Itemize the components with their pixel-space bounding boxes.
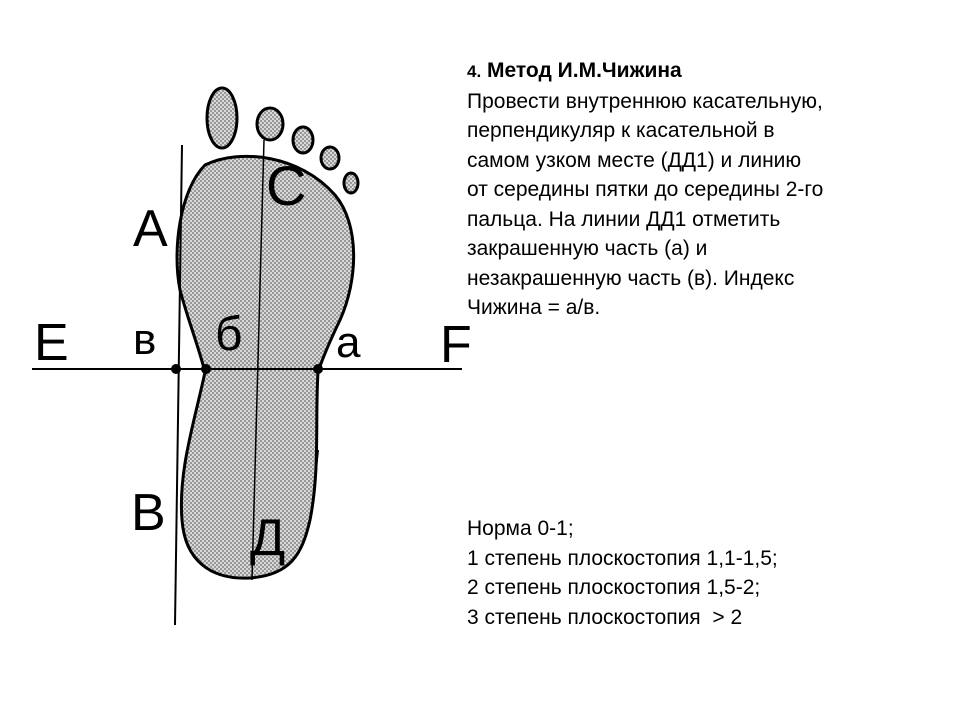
method-heading: [467, 56, 947, 87]
label-A: А: [133, 200, 168, 258]
label-F: F: [440, 316, 472, 374]
norm-line: 3 степень плоскостопия > 2: [467, 605, 743, 629]
norm-line: Норма 0-1;: [467, 517, 574, 540]
description-line: закрашенную часть (а) и: [467, 237, 708, 260]
method-description: [467, 56, 947, 323]
foot-diagram: [0, 0, 480, 720]
description-line: от середины пятки до середины 2-го: [467, 178, 824, 201]
point-edge: [201, 364, 211, 374]
heading-title: Метод И.М.Чижина: [487, 59, 682, 82]
norms-list: [467, 514, 947, 632]
label-C: С: [266, 154, 307, 217]
toe-2: [257, 108, 283, 140]
description-line: Провести внутреннюю касательную,: [467, 89, 823, 113]
description-line: самом узком месте (ДД1) и линию: [467, 148, 802, 172]
description-line: перпендикуляр к касательной в: [467, 119, 775, 142]
label-a-small: а: [336, 318, 361, 367]
description-line: пальца. На линии ДД1 отметить: [467, 207, 781, 231]
point-inner: [171, 364, 181, 374]
toe-4: [321, 147, 339, 169]
norm-line: 2 степень плоскостопия 1,5-2;: [467, 576, 761, 599]
norm-line: 1 степень плоскостопия 1,1-1,5;: [467, 546, 778, 570]
toe-3: [293, 127, 313, 153]
inner-tangent-line: [175, 145, 182, 625]
label-D: Д: [250, 509, 286, 567]
heading-number: 4.: [467, 62, 482, 81]
description-line: Чижина = а/в.: [467, 296, 601, 319]
description-line: незакрашенную часть (в). Индекс: [467, 266, 795, 290]
label-b-small: в: [133, 315, 157, 364]
label-B: В: [131, 484, 166, 542]
point-outer: [313, 364, 323, 374]
footprint-svg: [0, 0, 480, 720]
label-E: Е: [34, 314, 69, 372]
label-b-cyr: б: [215, 308, 243, 361]
toe-5: [344, 173, 358, 193]
big-toe: [207, 88, 237, 148]
